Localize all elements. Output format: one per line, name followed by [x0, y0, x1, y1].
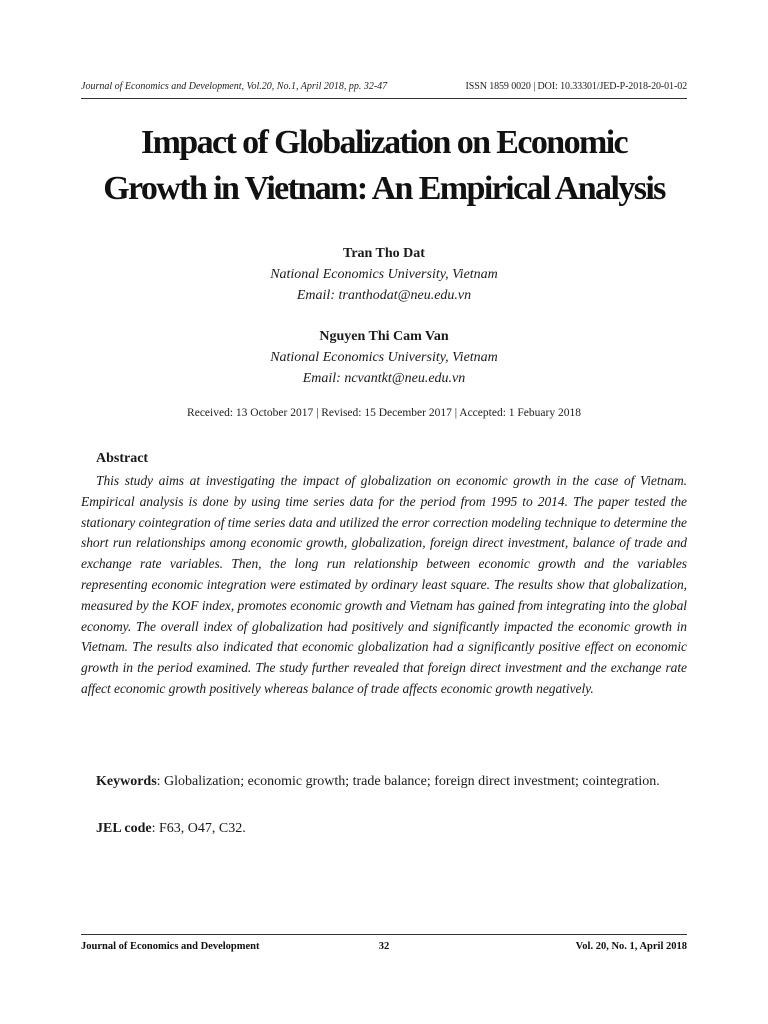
author-email: Email: tranthodat@neu.edu.vn [296, 288, 472, 303]
author-name: Tran Tho Dat [343, 246, 425, 261]
abstract-section [81, 449, 687, 700]
abstract-text: This study aims at investigating the impact of globalization on economic growth in the case of Vietnam. Empirical analysis is done by using time series data for the period from 1995 to 2014. The paper tested the stationary cointegration of time series data and utilized the error correction modeling technique to determine the short run relationships among economic growth, globalization, foreign direct investment, balance of trade and exchange rate variables. Then, the long run relationship between economic growth and the variables representing economic integration were estimated by ordinary least square. The results show that globalization, measured by the KOF index, promotes economic growth and Vietnam has gained from integrating into the global economy. The overall index of globalization had positively and significantly impacted the economic growth in Vietnam. The results also indicated that economic globalization had a significantly positive effect on economic growth in the period examined. The study further revealed that foreign direct investment and the exchange rate affect economic growth positively whereas balance of trade affects economic growth negatively. [81, 473, 687, 696]
title-line-2: Growth in Vietnam: An Empirical Analysis [103, 170, 665, 207]
jel-label: JEL code [96, 821, 152, 836]
author-block [81, 326, 687, 389]
page-number: 32 [378, 941, 390, 952]
jel-text: : F63, O47, C32. [151, 821, 246, 836]
journal-citation: Journal of Economics and Development, Vol.20, No.1, April 2018, pp. 32-47 [81, 81, 388, 92]
jel-code [81, 818, 687, 840]
running-header [81, 80, 687, 99]
title-line-1: Impact of Globalization on Economic [140, 124, 628, 161]
keywords-label: Keywords [96, 774, 157, 789]
author-name: Nguyen Thi Cam Van [319, 329, 449, 344]
author-affiliation: National Economics University, Vietnam [270, 267, 498, 282]
page-footer [81, 934, 687, 959]
author-email: Email: ncvantkt@neu.edu.vn [302, 371, 466, 386]
author-affiliation: National Economics University, Vietnam [270, 350, 498, 365]
abstract-heading: Abstract [96, 451, 149, 466]
keywords [81, 771, 687, 793]
submission-dates: Received: 13 October 2017 | Revised: 15 December 2017 | Accepted: 1 Febuary 2018 [187, 407, 581, 419]
footer-journal: Journal of Economics and Development [81, 941, 260, 952]
author-block [81, 243, 687, 306]
paper-title [60, 120, 708, 212]
keywords-text: : Globalization; economic growth; trade balance; foreign direct investment; cointegration. [156, 774, 660, 789]
author-list [81, 243, 687, 409]
footer-issue: Vol. 20, No. 1, April 2018 [575, 941, 687, 952]
issn-doi: ISSN 1859 0020 | DOI: 10.33301/JED-P-2018-20-01-02 [465, 81, 687, 92]
